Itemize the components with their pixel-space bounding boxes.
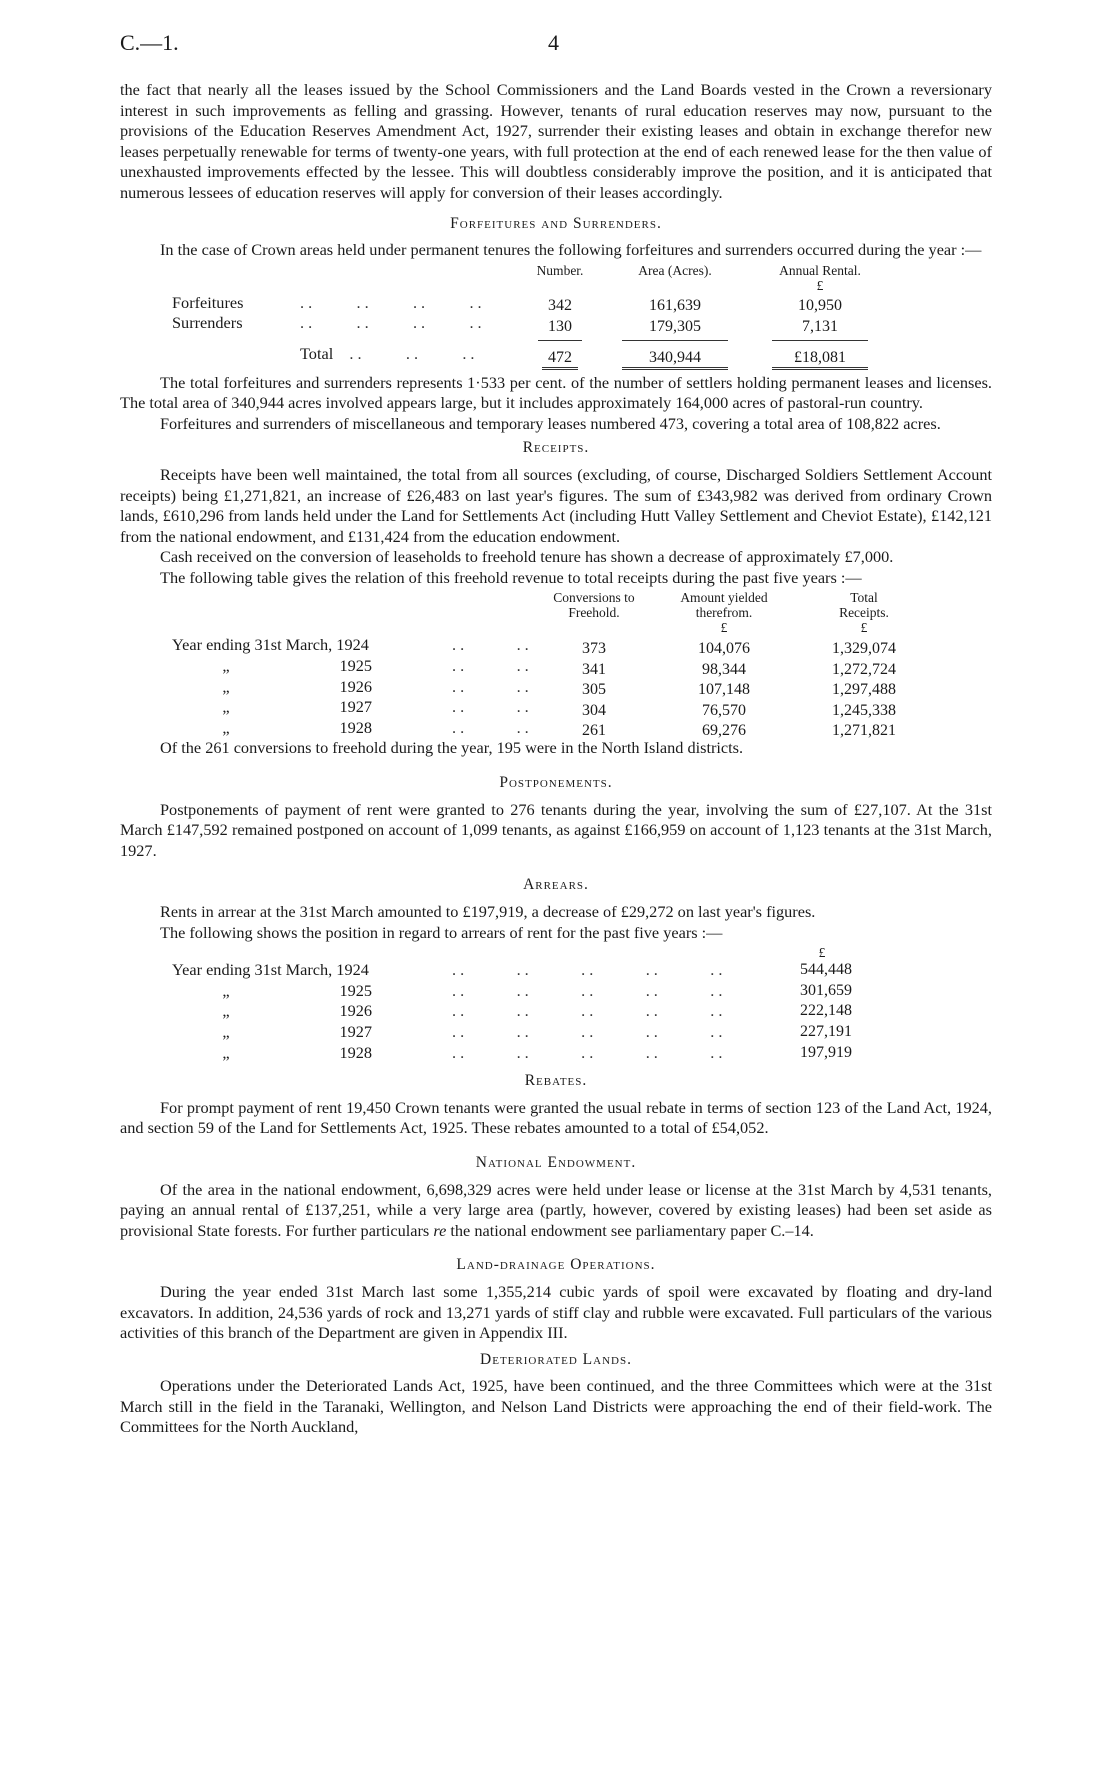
- arrears-table: [172, 945, 852, 1063]
- row-total: 1,245,338: [832, 701, 896, 719]
- row-year: 1926: [339, 676, 372, 696]
- row-total: 1,272,724: [832, 660, 896, 678]
- receipts-paragraph-3: The following table gives the relation of this freehold revenue to total receipts during the past five years :—: [160, 567, 862, 587]
- arrears-heading: Arrears.: [523, 876, 589, 894]
- page-number: 4: [548, 30, 559, 55]
- table-row: „ 1928 .. .. .. .. .. 197,919: [172, 1043, 852, 1064]
- forfeitures-intro: In the case of Crown areas held under permanent tenures the following forfeitures and surrenders occurred during the year :—: [160, 240, 982, 260]
- row-label: Forfeitures: [172, 292, 244, 312]
- national-text-re: re: [433, 1220, 447, 1240]
- national-endowment-paragraph: [120, 1180, 992, 1242]
- row-year: 1928: [339, 1042, 372, 1062]
- row-year: Year ending 31st March, 1924: [172, 960, 369, 980]
- total-rental: £18,081: [794, 348, 846, 366]
- amount-unit: £: [720, 620, 728, 636]
- row-value: 222,148: [800, 1002, 852, 1020]
- arrears-unit: £: [818, 945, 826, 961]
- national-text-a: Of the area in the national endowment, 6,698,329 acres were held under lease or license at the 31st March by 4,531 tenants, paying an annual rental of £137,251, while a very large area (partly, however, covered by existing leases) had been set aside as provisional State forests. For further particulars: [120, 1179, 992, 1240]
- row-value: 301,659: [800, 981, 852, 999]
- row-amount: 69,276: [702, 722, 746, 740]
- rebates-heading: Rebates.: [524, 1072, 588, 1090]
- ditto-mark: „: [222, 717, 230, 737]
- ditto-mark: „: [222, 697, 230, 717]
- ditto-mark: „: [222, 1042, 230, 1062]
- row-year: 1926: [339, 1001, 372, 1021]
- row-year: Year ending 31st March, 1924: [172, 635, 369, 655]
- row-number: 130: [548, 317, 572, 335]
- receipts-heading: Receipts.: [522, 439, 590, 457]
- document-reference: C.—1.: [120, 30, 179, 55]
- land-drainage-paragraph: During the year ended 31st March last some 1,355,214 cubic yards of spoil were excavated by floating and dry-land excavators. In addition, 24,536 yards of rock and 13,271 yards of stiff clay and rubble were excavated. Full particulars of the various activities of this branch of the Department are given in Appendix III.: [120, 1281, 992, 1343]
- forfeitures-paragraph-2: Forfeitures and surrenders of miscellaneous and temporary leases numbered 473, covering a total area of 108,822 acres.: [160, 413, 941, 433]
- row-conversions: 304: [582, 701, 606, 719]
- national-endowment-heading: National Endowment.: [475, 1153, 637, 1171]
- row-area: 179,305: [649, 317, 701, 335]
- row-total: 1,297,488: [832, 681, 896, 699]
- total-unit: £: [860, 620, 868, 636]
- row-conversions: 373: [582, 640, 606, 658]
- ditto-mark: „: [222, 676, 230, 696]
- row-rental: 10,950: [798, 297, 842, 315]
- ditto-mark: „: [222, 980, 230, 1000]
- col-area-header: Area (Acres).: [638, 262, 712, 278]
- table-row: Forfeitures .. .. .. .. 342 161,639 10,950: [172, 293, 890, 314]
- row-amount: 76,570: [702, 701, 746, 719]
- table-row: Year ending 31st March, 1924 .. .. .. .. .. 544,448: [172, 960, 852, 980]
- receipts-paragraph-2: Cash received on the conversion of leaseholds to freehold tenure has shown a decrease of approximately £7,000.: [160, 547, 894, 567]
- total-label: Total: [300, 343, 334, 363]
- row-value: 227,191: [800, 1022, 852, 1040]
- land-drainage-heading: Land-drainage Operations.: [456, 1256, 656, 1274]
- row-amount: 104,076: [698, 640, 750, 658]
- total-row: Total .. .. .. 472 340,944 £18,081: [172, 344, 890, 365]
- row-label: Surrenders: [172, 313, 243, 333]
- table-row: „ 1925 .. .. .. .. .. 301,659: [172, 981, 852, 1002]
- table-row: „ 1927 .. .. 304 76,570 1,245,338: [172, 697, 934, 718]
- row-number: 342: [548, 297, 572, 315]
- row-year: 1927: [339, 697, 372, 717]
- forfeitures-paragraph-1: The total forfeitures and surrenders represents 1·533 per cent. of the number of settlers holding permanent leases and licenses. The total area of 340,944 acres involved appears large, but it includes approximately 164,000 acres of pastoral-run country.: [120, 372, 992, 413]
- forfeitures-table: [172, 263, 890, 373]
- col-conversions-header-1: Conversions to: [553, 590, 635, 606]
- col-number-header: Number.: [536, 262, 584, 278]
- deteriorated-lands-heading: Deteriorated Lands.: [480, 1350, 632, 1368]
- national-text-b: the national endowment see parliamentary paper C.–14.: [446, 1220, 814, 1240]
- row-year: 1927: [339, 1021, 372, 1041]
- postponements-paragraph: Postponements of payment of rent were granted to 276 tenants during the year, involving the sum of £27,107. At the 31st March £147,592 remained postponed on account of 1,099 tenants, as against £166,959 on account of 1,123 tenants at the 31st March, 1927.: [120, 799, 992, 860]
- row-total: 1,329,074: [832, 640, 896, 658]
- row-amount: 107,148: [698, 681, 750, 699]
- table-row: „ 1926 .. .. .. .. .. 222,148: [172, 1001, 852, 1022]
- row-conversions: 305: [582, 681, 606, 699]
- forfeitures-heading: Forfeitures and Surrenders.: [450, 214, 662, 232]
- rebates-paragraph: For prompt payment of rent 19,450 Crown tenants were granted the usual rebate in terms of section 123 of the Land Act, 1924, and section 59 of the Land for Settlements Act, 1925. These rebates amounted to a total of £54,052.: [120, 1097, 992, 1138]
- table-row: „ 1927 .. .. .. .. .. 227,191: [172, 1022, 852, 1043]
- row-value: 544,448: [800, 961, 852, 979]
- col-total-header-2: Receipts.: [839, 605, 889, 621]
- row-rental: 7,131: [802, 317, 838, 335]
- arrears-paragraph-2: The following shows the position in regard to arrears of rent for the past five years :—: [160, 922, 723, 942]
- table-row: Year ending 31st March, 1924 .. .. 373 104,076 1,329,074: [172, 635, 934, 656]
- receipts-paragraph-1: Receipts have been well maintained, the total from all sources (excluding, of course, Discharged Soldiers Settlement Account receipts) being £1,271,821, an increase of £26,483 on last year's figures. The sum of £343,982 was derived from ordinary Crown lands, £610,296 from lands held under the Land for Settlements Act (including Hutt Valley Settlement and Cheviot Estate), £142,121 from the national endowment, and £131,424 from the education endowment.: [120, 464, 992, 546]
- row-conversions: 261: [582, 722, 606, 740]
- ditto-mark: „: [222, 656, 230, 676]
- row-total: 1,271,821: [832, 722, 896, 740]
- col-conversions-header-2: Freehold.: [568, 605, 620, 621]
- col-rental-header: Annual Rental.: [779, 262, 861, 278]
- receipts-paragraph-4: Of the 261 conversions to freehold during the year, 195 were in the North Island districts.: [160, 738, 744, 758]
- table-row: „ 1928 .. .. 261 69,276 1,271,821: [172, 718, 934, 739]
- intro-paragraph: the fact that nearly all the leases issued by the School Commissioners and the Land Boards vested in the Crown a reversionary interest in such improvements as felling and grassing. However, tenants of rural education reserves may now, pursuant to the provisions of the Education Reserves Amendment Act, 1927, surrender their existing leases and obtain in exchange therefor new leases perpetually renewable for terms of twenty-one years, with full protection at the end of each renewed lease for the then value of unexhausted improvements effected by the lessee. This will doubtless considerably improve the position, and it is anticipated that numerous lessees of education reserves will apply for conversion of their leases accordingly.: [120, 80, 992, 202]
- document-body: [120, 80, 992, 1438]
- total-area: 340,944: [649, 348, 701, 366]
- col-total-header-1: Total: [850, 590, 878, 606]
- ditto-mark: „: [222, 1001, 230, 1021]
- row-year: 1925: [339, 656, 372, 676]
- conversions-table: [172, 590, 934, 738]
- row-value: 197,919: [800, 1043, 852, 1061]
- rental-unit: £: [816, 277, 824, 293]
- ditto-mark: „: [222, 1021, 230, 1041]
- table-row: „ 1926 .. .. 305 107,148 1,297,488: [172, 677, 934, 698]
- table-row: „ 1925 .. .. 341 98,344 1,272,724: [172, 656, 934, 677]
- row-year: 1925: [339, 980, 372, 1000]
- row-amount: 98,344: [702, 660, 746, 678]
- row-area: 161,639: [649, 297, 701, 315]
- postponements-heading: Postponements.: [499, 774, 613, 792]
- table-row: Surrenders .. .. .. .. 130 179,305 7,131: [172, 313, 890, 334]
- arrears-paragraph-1: Rents in arrear at the 31st March amounted to £197,919, a decrease of £29,272 on last year's figures.: [160, 902, 816, 921]
- col-amount-header-1: Amount yielded: [680, 590, 768, 606]
- row-conversions: 341: [582, 660, 606, 678]
- total-number: 472: [548, 348, 572, 366]
- row-year: 1928: [339, 717, 372, 737]
- deteriorated-lands-paragraph: Operations under the Deteriorated Lands Act, 1925, have been continued, and the three Committees which were at the 31st March still in the field in the Taranaki, Wellington, and Nelson Land Districts were approaching the end of their field-work. The Committees for the North Auckland,: [120, 1376, 992, 1437]
- col-amount-header-2: therefrom.: [695, 605, 753, 621]
